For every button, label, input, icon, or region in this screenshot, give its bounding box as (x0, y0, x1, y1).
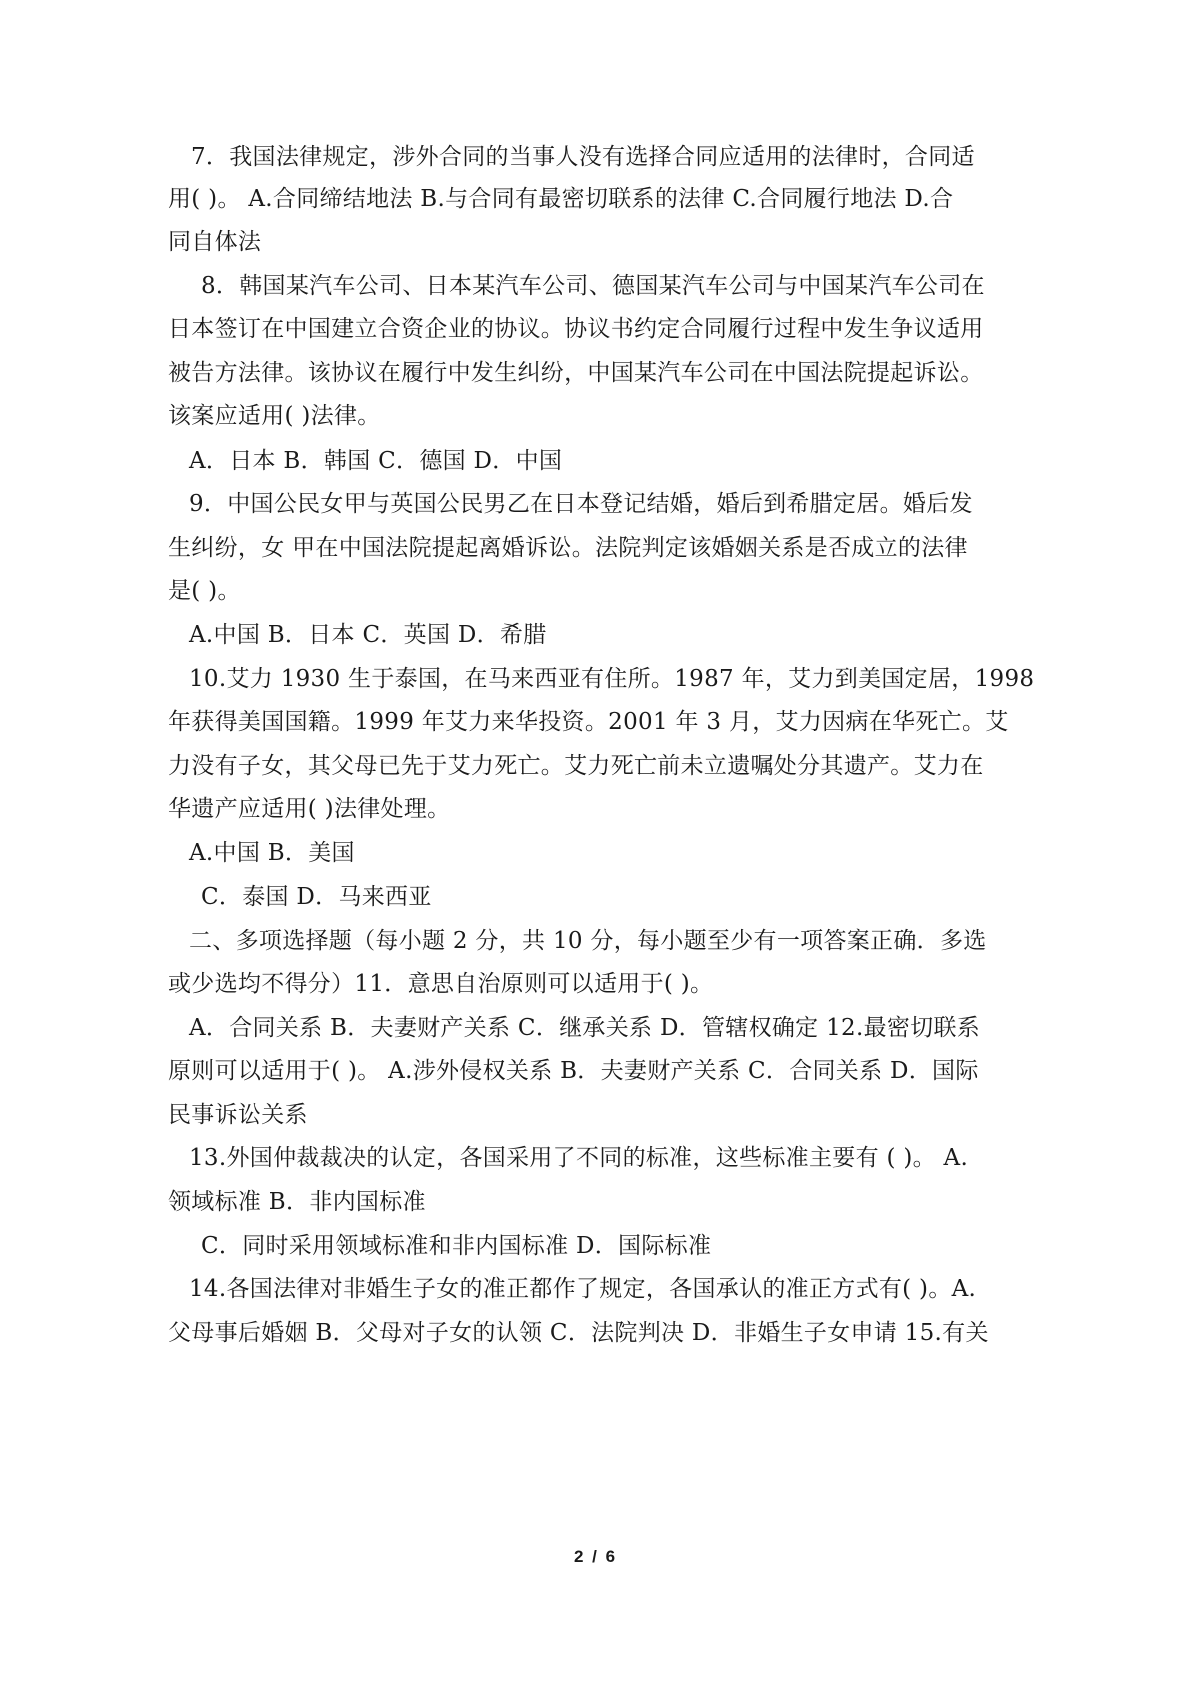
text-line: 用( )。 A.合同缔结地法 B.与合同有最密切联系的法律 C.合同履行地法 D.合 (168, 186, 954, 212)
text-line: 或少选均不得分）11．意思自治原则可以适用于( )。 (168, 971, 714, 997)
text-line: 年获得美国国籍。1999 年艾力来华投资。2001 年 3 月，艾力因病在华死亡。艾 (168, 709, 1009, 735)
text-line: 原则可以适用于( )。 A.涉外侵权关系 B．夫妻财产关系 C．合同关系 D．国际 (168, 1058, 979, 1084)
text-line: 同自体法 (168, 229, 262, 255)
text-line: 华遗产应适用( )法律处理。 (168, 796, 451, 822)
text-line: 领域标准 B．非内国标准 (168, 1189, 426, 1215)
text-line: 13.外国仲裁裁决的认定，各国采用了不同的标准，这些标准主要有 ( )。 A. (189, 1145, 969, 1171)
text-line: 7．我国法律规定，涉外合同的当事人没有选择合同应适用的法律时，合同适 (191, 144, 975, 170)
text-line: 14.各国法律对非婚生子女的准正都作了规定，各国承认的准正方式有( )。A. (189, 1276, 977, 1302)
text-line: 生纠纷，女 甲在中国法院提起离婚诉讼。法院判定该婚姻关系是否成立的法律 (168, 535, 968, 561)
text-line: 10.艾力 1930 生于泰国，在马来西亚有住所。1987 年，艾力到美国定居，1998 (189, 666, 1035, 692)
text-line: A．日本 B．韩国 C．德国 D．中国 (189, 448, 563, 474)
text-line: A．合同关系 B．夫妻财产关系 C．继承关系 D．管辖权确定 12.最密切联系 (189, 1015, 981, 1041)
text-line: 是( )。 (168, 578, 241, 604)
text-line: 9．中国公民女甲与英国公民男乙在日本登记结婚，婚后到希腊定居。婚后发 (189, 491, 973, 517)
text-line: 二、多项选择题（每小题 2 分，共 10 分，每小题至少有一项答案正确．多选 (189, 928, 987, 954)
text-line: C．同时采用领域标准和非内国标准 D．国际标准 (201, 1233, 712, 1259)
text-line: C．泰国 D．马来西亚 (201, 884, 432, 910)
text-line: 该案应适用( )法律。 (168, 403, 381, 429)
text-line: A.中国 B．美国 (189, 840, 355, 866)
text-line: 被告方法律。该协议在履行中发生纠纷，中国某汽车公司在中国法院提起诉讼。 (168, 360, 984, 386)
text-line: 父母事后婚姻 B．父母对子女的认领 C．法院判决 D．非婚生子女申请 15.有关 (168, 1320, 989, 1346)
text-line: 力没有子女，其父母已先于艾力死亡。艾力死亡前未立遗嘱处分其遗产。艾力在 (168, 753, 984, 779)
page-number: 2 / 6 (573, 1547, 618, 1566)
text-line: 民事诉讼关系 (168, 1102, 308, 1128)
text-line: 8．韩国某汽车公司、日本某汽车公司、德国某汽车公司与中国某汽车公司在 (201, 273, 985, 299)
text-line: 日本签订在中国建立合资企业的协议。协议书约定合同履行过程中发生争议适用 (168, 316, 984, 342)
text-line: A.中国 B．日本 C．英国 D．希腊 (189, 622, 547, 648)
